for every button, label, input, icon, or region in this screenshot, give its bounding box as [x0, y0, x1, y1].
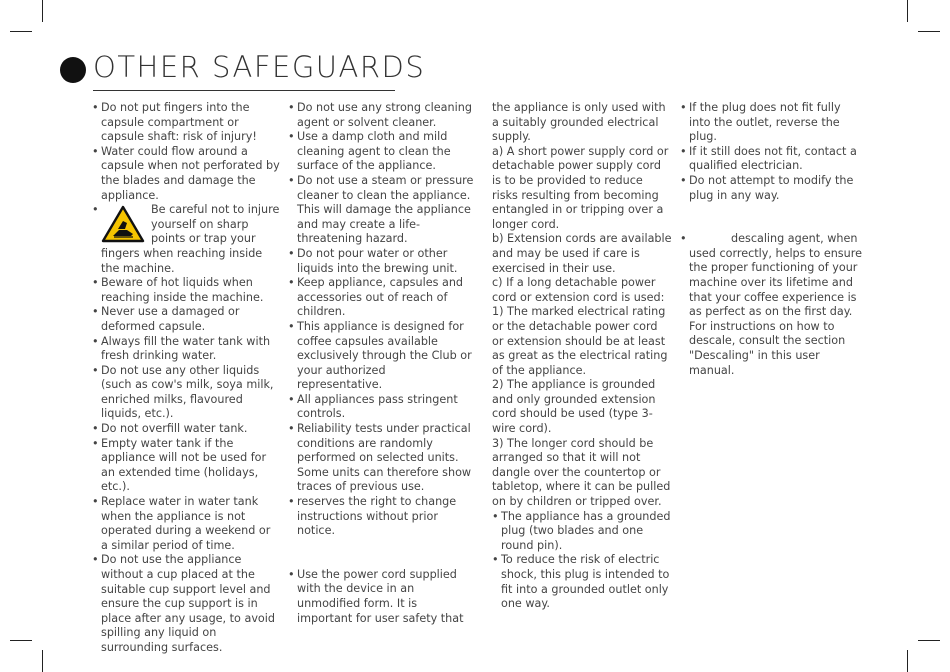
paragraph: the appliance is only used with a suitably grounded electrical supply. — [492, 101, 666, 144]
hand-crush-warning-icon — [101, 205, 145, 243]
list-item: • Beware of hot liquids when reaching inside the machine. — [92, 276, 280, 305]
list-item: • Water could flow around a capsule when not perforated by the blades and damage the appliance. — [92, 145, 280, 203]
title-underline — [93, 90, 395, 91]
list-item: • Empty water tank if the appliance will not be used for an extended time (holidays, etc.). — [92, 437, 280, 495]
crop-mark — [10, 31, 32, 32]
paragraph: a) A short power supply cord or detachable power supply cord is to be provided to reduce risks resulting from becoming entangled in or tripping over a longer cord. — [492, 144, 669, 231]
list-item: • Never use a damaged or deformed capsule. — [92, 305, 280, 334]
list-item: • The appliance has a grounded plug (two blades and one round pin). — [492, 510, 672, 554]
descaling-item — [680, 232, 865, 378]
paragraph: c) If a long detachable power cord or extension cord is used: — [492, 276, 665, 304]
list-item: • If it still does not fit, contact a qualified electrician. — [680, 145, 865, 174]
list-item: • Use a damp cloth and mild cleaning agent to clean the surface of the appliance. — [288, 130, 474, 174]
column-4 — [680, 101, 865, 378]
column-1 — [92, 101, 280, 656]
crop-mark — [907, 650, 908, 672]
paragraph: 3) The longer cord should be arranged so that it will not dangle over the countertop or tabletop, where it can be pulled on by children or tripped over. — [492, 436, 671, 509]
crop-mark — [918, 31, 940, 32]
list-item: • If the plug does not fit fully into the outlet, reverse the plug. — [680, 101, 865, 145]
list-item: • Do not overfill water tank. — [92, 422, 280, 437]
list-item: • Use the power cord supplied with the device in an unmodified form. It is important for user safety that — [288, 568, 474, 626]
list-item: • This appliance is designed for coffee capsules available exclusively through the Club or your authorized representative. — [288, 320, 474, 393]
warning-text: • Be careful not to injure yourself on sharp points or trap your fingers when reaching inside the machine. — [101, 203, 280, 275]
list-item: • All appliances pass stringent controls. — [288, 393, 474, 422]
list-item: • Do not use any other liquids (such as cow's milk, soya milk, enriched milks, flavoured liquids, etc.). — [92, 364, 280, 422]
black-circle-icon — [60, 57, 86, 83]
paragraph: 1) The marked electrical rating or the detachable power cord or extension should be at least as great as the electrical rating of the appliance. — [492, 305, 668, 377]
list-item: • Keep appliance, capsules and accessories out of reach of children. — [288, 276, 474, 320]
column-2 — [288, 101, 474, 626]
section-gap — [680, 203, 865, 232]
descaling-text: • descaling agent, when used correctly, helps to ensure the proper functioning of your machine over its lifetime and that your coffee experience is as perfect as on the first day. For instructions on how to descale, consult the section "Descaling" in this user manual. — [689, 232, 862, 377]
crop-mark — [42, 650, 43, 672]
list-item: • Do not attempt to modify the plug in any way. — [680, 174, 865, 203]
list-item: • Reliability tests under practical conditions are randomly performed on selected units. Some units can therefore show traces of previous use. — [288, 422, 474, 495]
list-item: • reserves the right to change instructions without prior notice. — [288, 495, 474, 539]
column-3 — [492, 101, 672, 612]
paragraph: b) Extension cords are available and may be used if care is exercised in their use. — [492, 232, 672, 275]
list-item: • Do not use any strong cleaning agent or solvent cleaner. — [288, 101, 474, 130]
list-item: • Do not use the appliance without a cup placed at the suitable cup support level and ensure the cup support is in place after any usage, to avoid spilling any liquid on surrounding surfaces. — [92, 553, 280, 655]
list-item: • Do not use a steam or pressure cleaner to clean the appliance. This will damage the appliance and may create a life-threatening hazard. — [288, 174, 474, 247]
crop-mark — [907, 0, 908, 22]
list-item: • Do not put fingers into the capsule compartment or capsule shaft: risk of injury! — [92, 101, 280, 145]
crop-mark — [42, 0, 43, 22]
paragraph: 2) The appliance is grounded and only grounded extension cord should be used (type 3-wire cord). — [492, 378, 656, 436]
list-item: • Always fill the water tank with fresh drinking water. — [92, 335, 280, 364]
crop-mark — [918, 640, 940, 641]
crop-mark — [10, 640, 32, 641]
section-gap — [288, 539, 474, 568]
list-item: • To reduce the risk of electric shock, this plug is intended to fit into a grounded outlet only one way. — [492, 553, 672, 611]
list-item: • Do not pour water or other liquids into the brewing unit. — [288, 247, 474, 276]
warning-list-item — [92, 203, 280, 276]
page-title: OTHER SAFEGUARDS — [93, 50, 426, 84]
list-item: • Replace water in water tank when the appliance is not operated during a weekend or a similar period of time. — [92, 495, 280, 553]
